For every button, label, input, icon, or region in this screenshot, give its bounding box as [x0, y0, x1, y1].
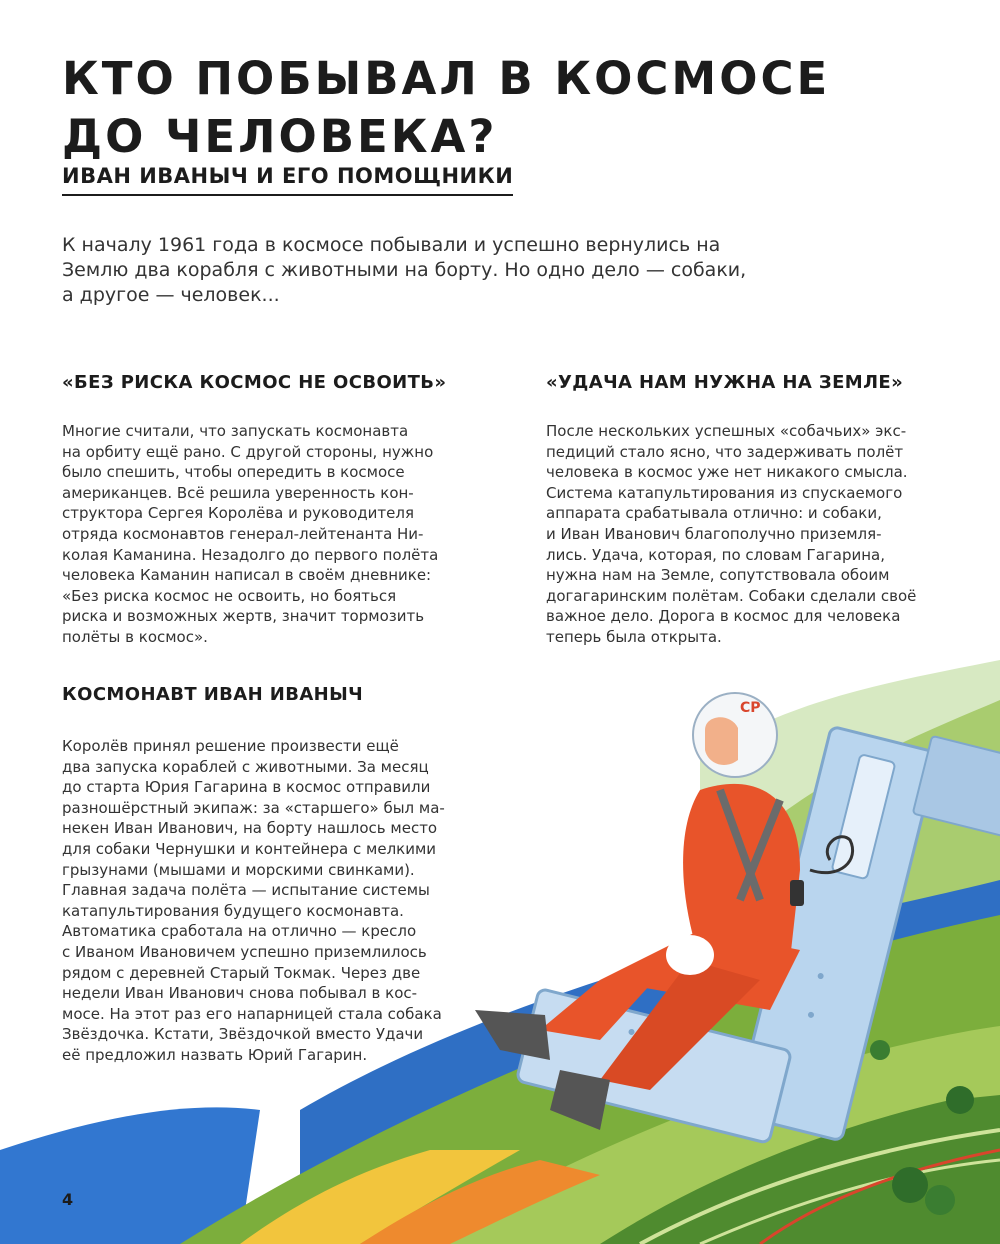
page-title-line2: ДО ЧЕЛОВЕКА?	[62, 110, 498, 163]
section-text-ivan-ivanych: Королёв принял решение произвести ещё два запуска кораблей с животными. За месяц до старта Юрия Гагарина в космос отправили разношёрстный экипаж: за «старшего» был ма- некен Иван Иванович, на борту нашлось место для собаки Чернушки и контейнера с мелкими грызунами (мышами и морскими свинками). Главная задача полёта — испытание системы катапультирования будущего космонавта. Автоматика сработала на отлично — кресло с Иваном Ивановичем успешно приземлилось рядом с деревней Старый Токмак. Через две недели Иван Иванович снова побывал в кос- мосе. На этот раз его напарницей стала собака Звёздочка. Кстати, Звёздочкой вместо Удачи её предложил назвать Юрий Гагарин.	[62, 737, 445, 1064]
page-number: 4	[62, 1190, 74, 1209]
tree	[892, 1167, 928, 1203]
tree	[946, 1086, 974, 1114]
section-heading-risk: «БЕЗ РИСКА КОСМОС НЕ ОСВОИТЬ»	[62, 372, 447, 393]
page-title-line1: КТО ПОБЫВАЛ В КОСМОСЕ	[62, 52, 831, 105]
helmet-text: СР	[740, 700, 761, 716]
face	[705, 717, 738, 765]
tree	[870, 1040, 890, 1060]
glove	[666, 935, 714, 975]
section-text-luck: После нескольких успешных «собачьих» экс- педиций стало ясно, что задерживать полёт человека в космос уже нет никакого смысла. Система катапультирования из спускаемого аппарата срабатывала отлично: и собаки, и Иван Иванович благополучно приземля- лись. Удача, которая, по словам Гагарина, нужна нам на Земле, сопутствовала обоим догагаринским полётам. Собаки сделали своё важное дело. Дорога в космос для человека теперь была открыта.	[546, 422, 917, 646]
section-text-risk: Многие считали, что запускать космонавта на орбиту ещё рано. С другой стороны, нужно было спешить, чтобы опередить в космосе американцев. Всё решила уверенность кон- структора Сергея Королёва и руководителя отряда космонавтов генерал-лейтенанта Ни- колая Каманина. Незадолго до первого полёта человека Каманин написал в своём дневнике: «Без риска космос не освоить, но бояться риска и возможных жертв, значит тормозить полёты в космос».	[62, 422, 439, 646]
plug	[790, 880, 804, 906]
ejection-seat-illustration	[0, 660, 1000, 1244]
page-title	[62, 50, 942, 166]
section-heading-luck: «УДАЧА НАМ НУЖНА НА ЗЕМЛЕ»	[546, 372, 904, 393]
section-heading-ivan-ivanych: КОСМОНАВТ ИВАН ИВАНЫЧ	[62, 684, 364, 705]
tree	[925, 1185, 955, 1215]
intro-paragraph: К началу 1961 года в космосе побывали и успешно вернулись на Землю два корабля с животными на борту. Но одно дело — собаки, а другое — человек...	[62, 234, 747, 306]
page-subtitle: ИВАН ИВАНЫЧ И ЕГО ПОМОЩНИКИ	[62, 164, 513, 196]
